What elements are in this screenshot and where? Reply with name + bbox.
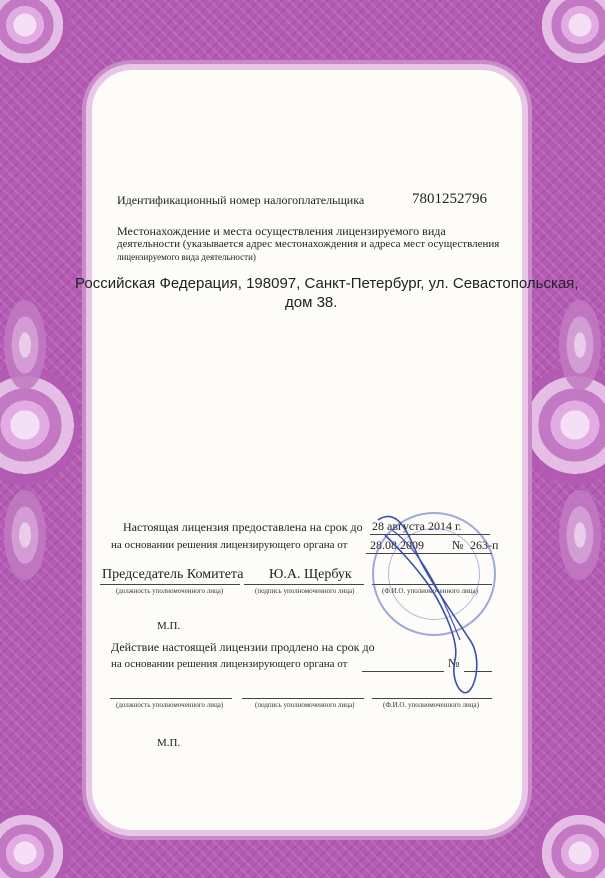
extension-number-sign: № <box>448 656 460 670</box>
extension-line2: на основании решения лицензирующего органа от <box>111 658 348 670</box>
address-line1: Российская Федерация, 198097, Санкт-Петербург, ул. Севастопольская, <box>75 275 579 292</box>
seal-place-1: М.П. <box>157 620 181 632</box>
grant-basis-number-sign: № <box>452 538 464 552</box>
grant-term-label: Настоящая лицензия предоставлена на срок до <box>123 520 363 534</box>
grant-term-value: 28 августа 2014 г. <box>372 519 462 533</box>
grant-basis-label: на основании решения лицензирующего органа от <box>111 539 348 551</box>
seal-place-2: М.П. <box>157 737 181 749</box>
location-heading-line2: деятельности (указывается адрес местонахождения и адреса мест осуществления <box>117 238 500 250</box>
taxpayer-id-value: 7801252796 <box>412 191 487 207</box>
extension-caption-signature: (подпись уполномоченного лица) <box>255 701 355 709</box>
location-heading-line3: лицензируемого вида деятельности) <box>117 252 256 262</box>
extension-line1: Действие настоящей лицензии продлено на срок до <box>111 640 375 654</box>
extension-caption-name: (Ф.И.О. уполномоченного лица) <box>383 701 479 709</box>
signatory-name: Ю.А. Щербук <box>269 567 352 582</box>
signatory-caption-position: (должность уполномоченного лица) <box>116 587 224 595</box>
signatory-position: Председатель Комитета <box>102 567 244 582</box>
location-heading-line1: Местонахождение и места осуществления лицензируемого вида <box>117 224 446 238</box>
signatory-caption-name: (Ф.И.О. уполномоченного лица) <box>382 587 478 595</box>
grant-basis-date: 28.08.2009 <box>370 538 424 552</box>
address-line2: дом 38. <box>285 294 338 311</box>
grant-basis-number: 263-п <box>470 538 499 552</box>
extension-caption-position: (должность уполномоченного лица) <box>116 701 224 709</box>
signatory-caption-signature: (подпись уполномоченного лица) <box>255 587 355 595</box>
taxpayer-id-label: Идентификационный номер налогоплательщика <box>117 193 365 207</box>
